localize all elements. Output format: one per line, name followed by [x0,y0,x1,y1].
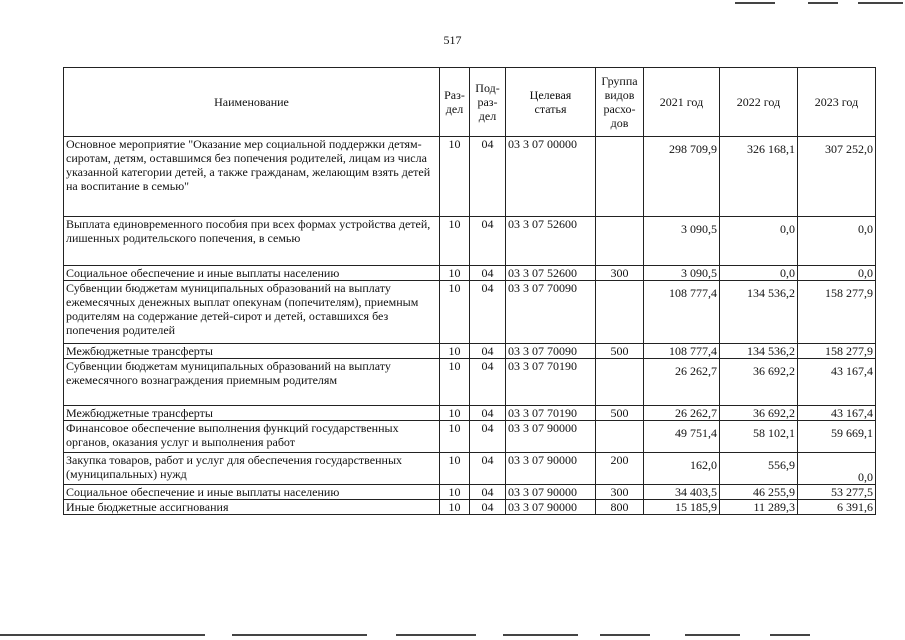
row-section: 10 [440,485,470,500]
scan-artifact-line [396,634,476,636]
row-section: 10 [440,406,470,421]
row-name: Социальное обеспечение и иные выплаты населению [64,266,440,281]
header-2023: 2023 год [798,68,876,137]
scan-artifact-line [858,2,903,4]
row-group [596,281,644,344]
row-2021: 26 262,7 [644,359,720,406]
row-2023: 158 277,9 [798,344,876,359]
page-number: 517 [443,33,462,47]
row-2023: 0,0 [798,217,876,266]
header-2021: 2021 год [644,68,720,137]
row-2022: 58 102,1 [720,421,798,453]
header-section: Раз- дел [440,68,470,137]
row-article: 03 3 07 70090 [506,344,596,359]
row-group [596,359,644,406]
row-2021: 108 777,4 [644,344,720,359]
row-2022: 36 692,2 [720,406,798,421]
row-2023: 158 277,9 [798,281,876,344]
row-name: Межбюджетные трансферты [64,344,440,359]
row-subsection: 04 [470,500,506,515]
row-name: Финансовое обеспечение выполнения функций государственных органов, оказания услуг и выполнения работ [64,421,440,453]
row-2023: 59 669,1 [798,421,876,453]
row-article: 03 3 07 90000 [506,485,596,500]
row-article: 03 3 07 70190 [506,359,596,406]
scan-artifact-line [600,634,650,636]
row-2021: 108 777,4 [644,281,720,344]
row-subsection: 04 [470,453,506,485]
row-subsection: 04 [470,344,506,359]
row-2022: 11 289,3 [720,500,798,515]
header-name: Наименование [64,68,440,137]
row-name: Закупка товаров, работ и услуг для обеспечения государственных (муниципальных) нужд [64,453,440,485]
row-section: 10 [440,344,470,359]
scan-artifact-line [232,634,367,636]
row-subsection: 04 [470,217,506,266]
row-group [596,137,644,217]
row-2022: 36 692,2 [720,359,798,406]
scan-artifact-line [808,2,838,4]
row-article: 03 3 07 90000 [506,500,596,515]
scan-artifact-line [503,634,578,636]
row-2022: 134 536,2 [720,344,798,359]
row-2023: 43 167,4 [798,406,876,421]
header-row [64,68,876,137]
table-row [64,453,876,485]
row-group: 500 [596,344,644,359]
row-section: 10 [440,266,470,281]
row-article: 03 3 07 70190 [506,406,596,421]
scan-artifact-line [685,634,740,636]
row-2023: 53 277,5 [798,485,876,500]
row-name: Выплата единовременного пособия при всех формах устройства детей, лишенных родительского попечения, в семью [64,217,440,266]
scan-artifact-line [0,634,205,636]
row-2022: 556,9 [720,453,798,485]
row-section: 10 [440,137,470,217]
row-2021: 15 185,9 [644,500,720,515]
row-2021: 26 262,7 [644,406,720,421]
scan-artifact-line [770,634,810,636]
row-group: 500 [596,406,644,421]
row-article: 03 3 07 90000 [506,421,596,453]
row-name: Субвенции бюджетам муниципальных образований на выплату ежемесячных денежных выплат опекунам (попечителям), приемным родителям на содержание детей-сирот и детей, оставшихся без попечения родителей [64,281,440,344]
table-row [64,359,876,406]
row-2021: 3 090,5 [644,217,720,266]
table-row [64,421,876,453]
table-row [64,217,876,266]
table-row [64,137,876,217]
table-row [64,500,876,515]
header-expense-group: Группа видов расхо- дов [596,68,644,137]
row-2022: 134 536,2 [720,281,798,344]
table-row [64,266,876,281]
row-group: 300 [596,266,644,281]
row-name: Субвенции бюджетам муниципальных образований на выплату ежемесячного вознаграждения приемным родителям [64,359,440,406]
row-subsection: 04 [470,266,506,281]
row-2022: 0,0 [720,266,798,281]
row-section: 10 [440,421,470,453]
row-name: Межбюджетные трансферты [64,406,440,421]
budget-table [63,67,876,515]
row-2021: 34 403,5 [644,485,720,500]
row-subsection: 04 [470,421,506,453]
row-group [596,421,644,453]
row-group: 200 [596,453,644,485]
row-section: 10 [440,281,470,344]
header-target-article: Целевая статья [506,68,596,137]
row-name: Основное мероприятие "Оказание мер социальной поддержки детям-сиротам, детям, оставшимся без попечения родителей, лицам из числа указанной категории детей, а также гражданам, желающим взять детей на воспитание в семью" [64,137,440,217]
table-row [64,406,876,421]
row-subsection: 04 [470,485,506,500]
row-section: 10 [440,500,470,515]
row-section: 10 [440,217,470,266]
row-name: Иные бюджетные ассигнования [64,500,440,515]
row-2022: 0,0 [720,217,798,266]
row-2023: 43 167,4 [798,359,876,406]
row-2022: 326 168,1 [720,137,798,217]
row-article: 03 3 07 52600 [506,217,596,266]
row-subsection: 04 [470,359,506,406]
row-article: 03 3 07 90000 [506,453,596,485]
scan-artifact-line [735,2,775,4]
row-name: Социальное обеспечение и иные выплаты населению [64,485,440,500]
row-subsection: 04 [470,406,506,421]
row-subsection: 04 [470,281,506,344]
header-2022: 2022 год [720,68,798,137]
row-2023: 0,0 [798,266,876,281]
row-section: 10 [440,359,470,406]
row-group: 800 [596,500,644,515]
row-2021: 162,0 [644,453,720,485]
table-row [64,344,876,359]
row-group [596,217,644,266]
row-section: 10 [440,453,470,485]
row-group: 300 [596,485,644,500]
row-2021: 298 709,9 [644,137,720,217]
table-row [64,281,876,344]
row-article: 03 3 07 52600 [506,266,596,281]
row-2023: 307 252,0 [798,137,876,217]
row-article: 03 3 07 00000 [506,137,596,217]
row-2021: 49 751,4 [644,421,720,453]
row-2023: 0,0 [798,453,876,485]
header-subsection: Под- раз- дел [470,68,506,137]
row-2023: 6 391,6 [798,500,876,515]
row-article: 03 3 07 70090 [506,281,596,344]
row-subsection: 04 [470,137,506,217]
row-2022: 46 255,9 [720,485,798,500]
table-row [64,485,876,500]
row-2021: 3 090,5 [644,266,720,281]
